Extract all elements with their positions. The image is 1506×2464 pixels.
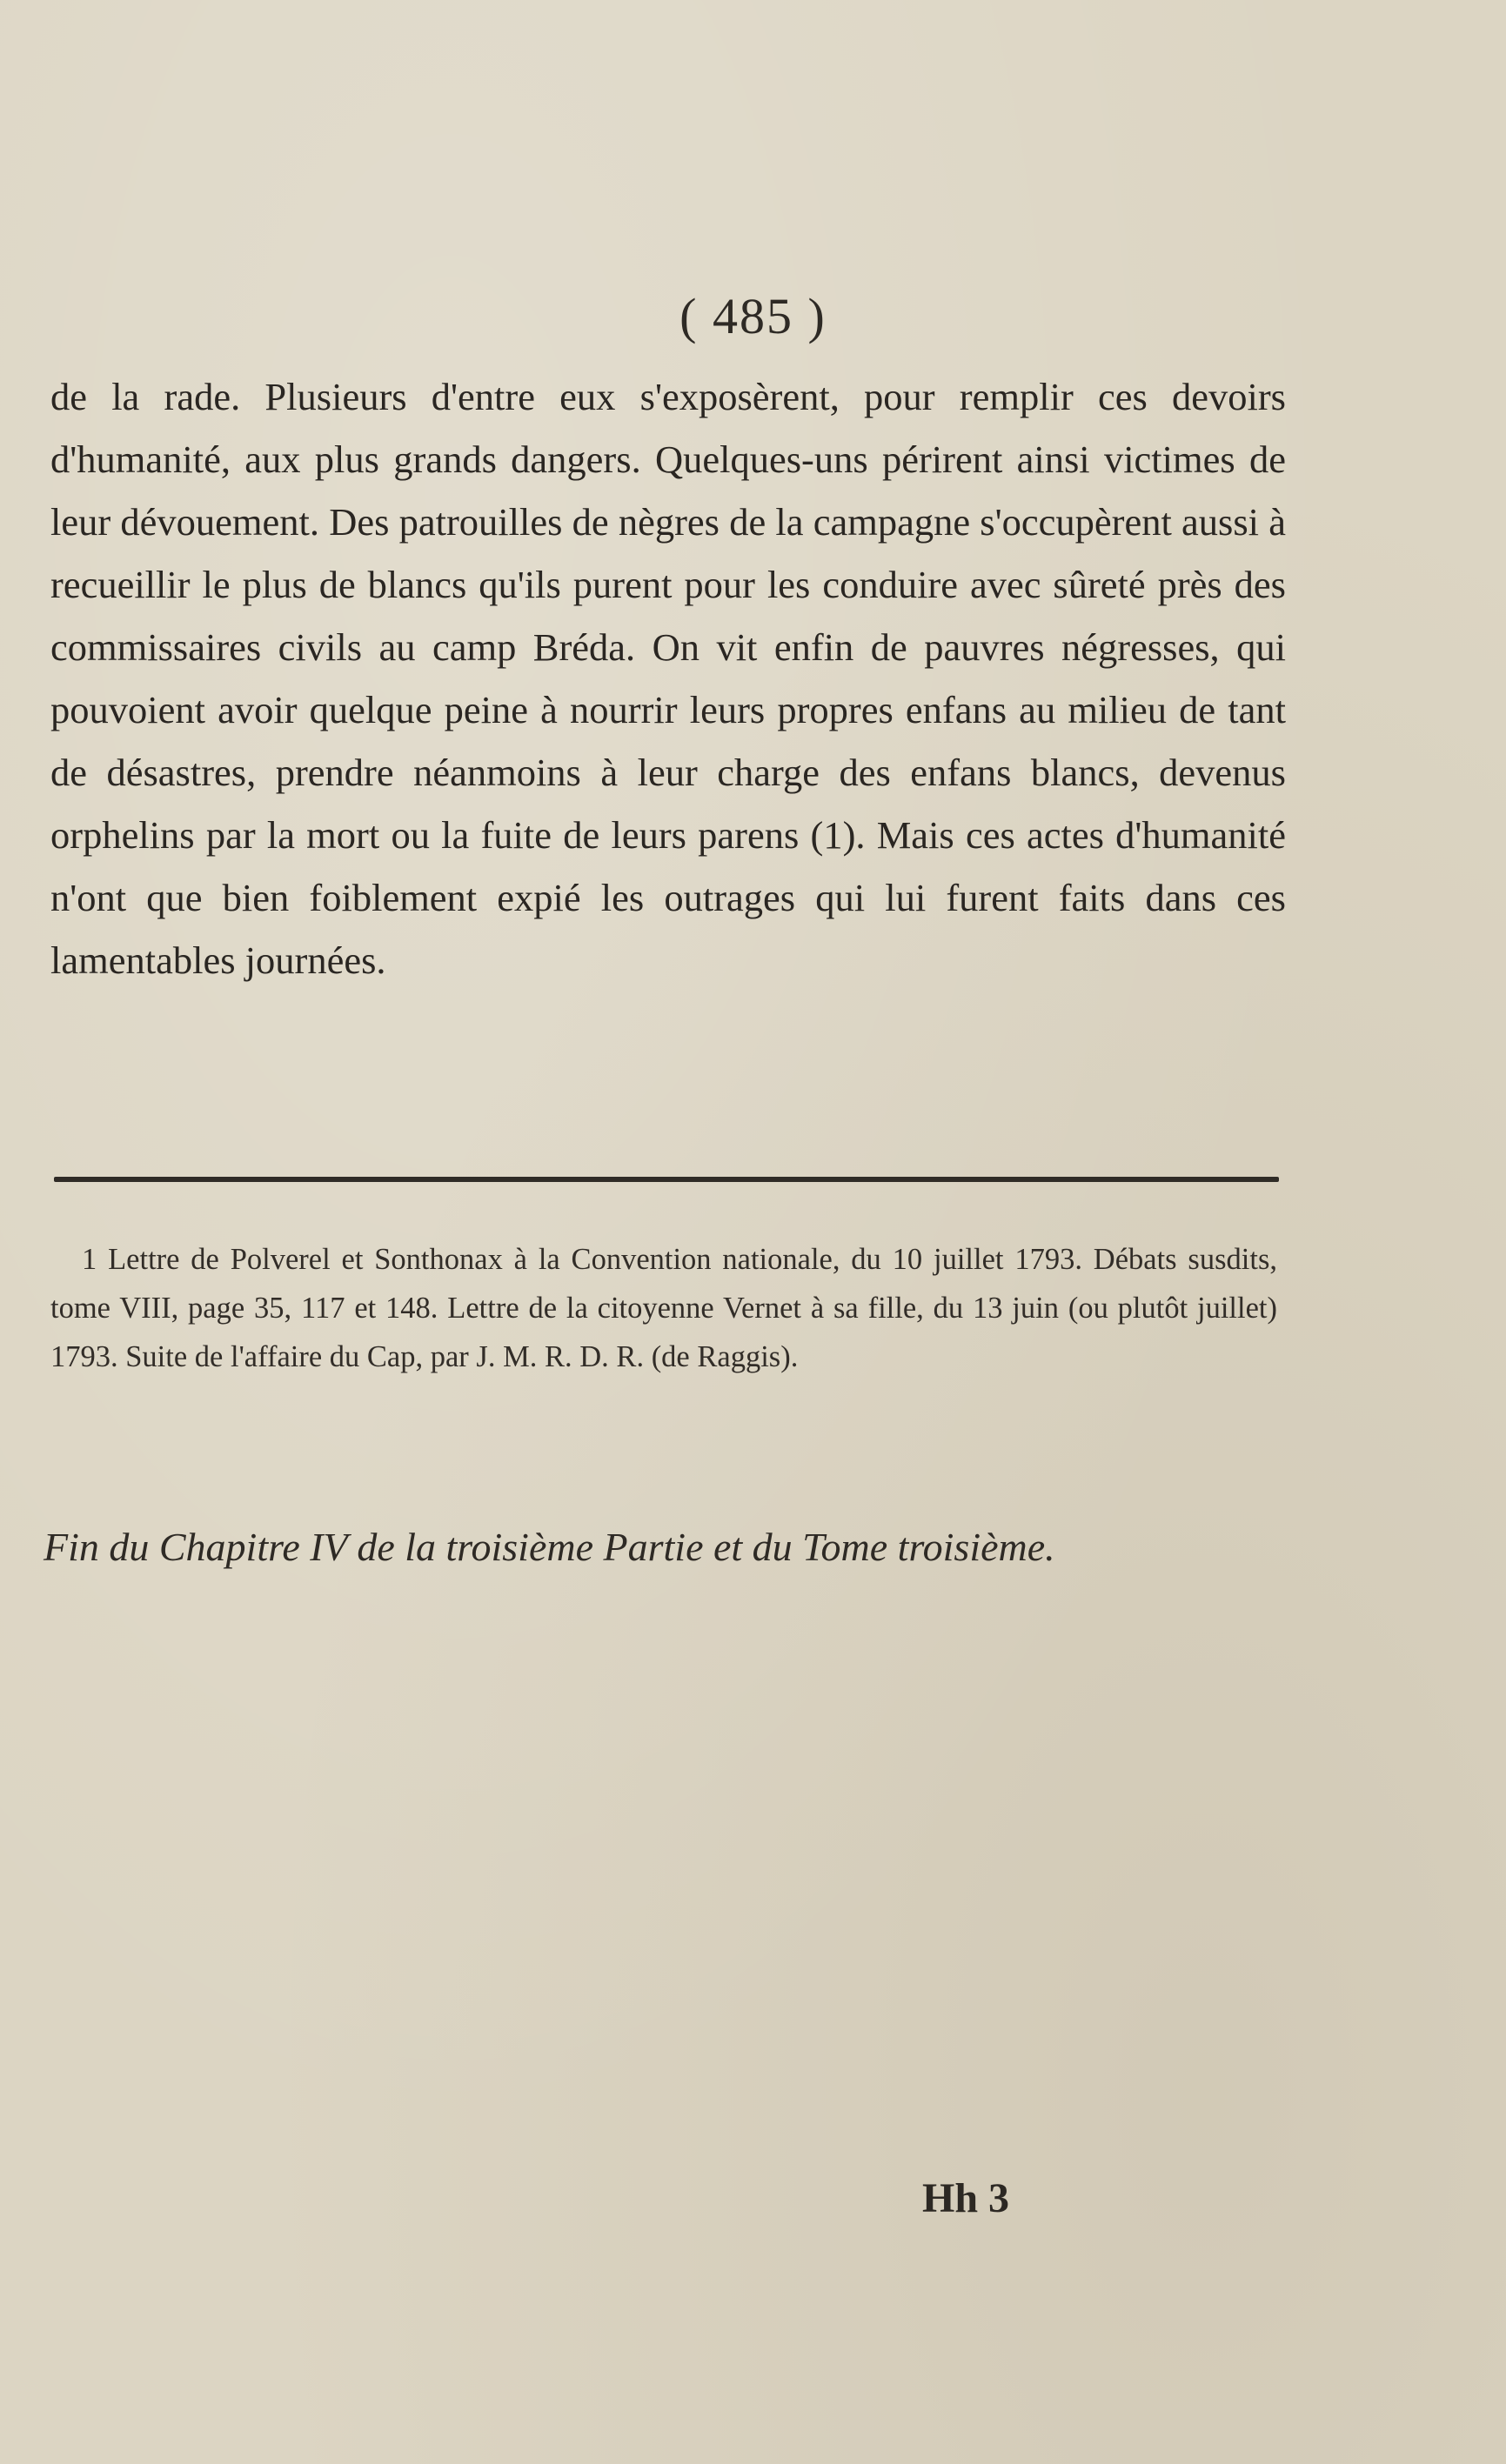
chapter-end-note: Fin du Chapitre IV de la troisième Partie et du Tome troisième.	[44, 1525, 1055, 1569]
body-paragraph: de la rade. Plusieurs d'entre eux s'exposèrent, pour remplir ces devoirs d'humanité, aux plus grands dangers. Quelques-uns périrent ainsi victimes de leur dévouement. Des patrouilles de nègres de la campagne s'occupèrent aussi à recueillir le plus de blancs qu'ils purent pour les conduire avec sûreté près des commissaires civils au camp Bréda. On vit enfin de pauvres négresses, qui pouvoient avoir quelque peine à nourrir leurs propres enfans au milieu de tant de désastres, prendre néanmoins à leur charge des enfans blancs, devenus orphelins par la mort ou la fuite de leurs parens (1). Mais ces actes d'humanité n'ont que bien foiblement expié les outrages qui lui furent faits dans ces lamentables journées.	[50, 375, 1286, 982]
signature-mark: Hh 3	[922, 2175, 1010, 2221]
footnote-divider	[54, 1177, 1279, 1182]
page-number: ( 485 )	[679, 288, 827, 344]
footnote: 1 Lettre de Polverel et Sonthonax à la Convention nationale, du 10 juillet 1793. Débats susdits, tome VIII, page 35, 117 et 148. Lettre de la citoyenne Vernet à sa fille, du 13 juin (ou plutôt juillet) 1793. Suite de l'affaire du Cap, par J. M. R. D. R. (de Raggis).	[50, 1243, 1277, 1373]
